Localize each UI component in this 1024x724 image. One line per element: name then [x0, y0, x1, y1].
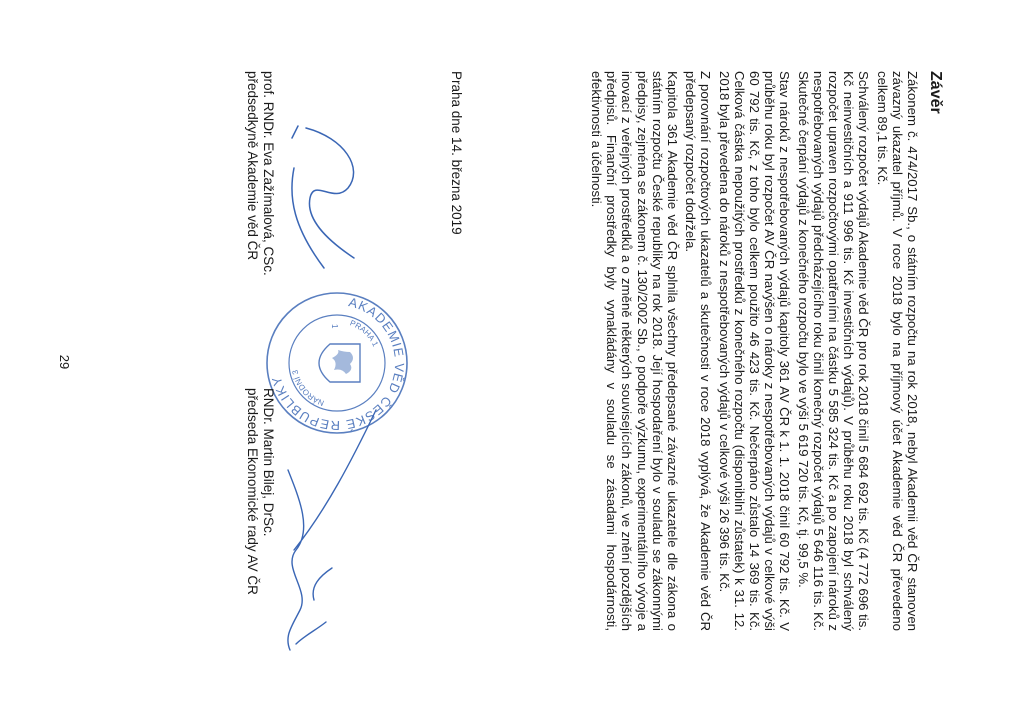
- signature-left-image: [274, 108, 384, 288]
- place-and-date: Praha dne 14. března 2019: [449, 71, 464, 235]
- stamp-outer-text: AKADEMIE VĚD ČESKÉ REPUBLIKY: [268, 294, 408, 434]
- stamp-inner-right-text: NÁRODNÍ 3: [290, 369, 326, 408]
- stamp-number: 1: [330, 324, 339, 329]
- paragraph-claims: Stav nároků z nespotřebovaných výdajů kapitoly 361 AV ČR k 1. 1. 2018 činil 60 792 tis. Kč. V průběhu roku byl rozpočet AV ČR navýšen o nároky z nespotřebovaných výdajů v celkové výši 60 792 tis. Kč, z toho bylo celkem použito 46 423 tis. Kč. Nečerpáno zůstalo 14 369 tis. Kč. Celková částka nepoužitých prostředků z konečného rozpočtu (disponibilní zůstatek) k 31. 12. 2018 byla převedena do nároků z nespotřebovaných výdajů v celkové výši 26 396 tis. Kč.: [716, 71, 793, 631]
- signatory-right: [244, 388, 276, 648]
- paragraph-comparison: Z porovnání rozpočtových ukazatelů a skutečnosti v roce 2018 vyplývá, že Akademie věd ČR předepsaný rozpočet dodržela.: [683, 71, 714, 631]
- document-body: [586, 71, 920, 631]
- signature-right-image: [266, 400, 396, 660]
- stamp-inner-left-text: PRAHA 1: [348, 318, 381, 348]
- paragraph-compliance: Kapitola 361 Akademie věd ČR splnila všechny předepsané závazné ukazatele dle zákona o státním rozpočtu České republiky na rok 2018. Její hospodaření bylo v souladu se zákonnými předpisy, zejména se zákonem č. 130/2002 Sb., o podpoře výzkumu, experimentálního vývoje a inovací z veřejných prostředků a o změně některých souvisejících zákonů, ve znění pozdějších předpisů. Finanční prostředky byly vynakládány v souladu se zásadami hospodárnosti, efektivnosti a účelnosti.: [588, 71, 680, 631]
- paragraph-budget: Schválený rozpočet výdajů Akademie věd ČR pro rok 2018 činil 5 684 692 tis. Kč (4 772 696 tis. Kč neinvestičních a 911 996 tis. Kč investičních výdajů). V průběhu roku 2018 byl schválený rozpočet upraven rozpočtovými opatřeními na částku 5 585 324 tis. Kč a po zapojení nároků z nespotřebovaných výdajů předcházejícího roku činil konečný rozpočet výdajů 5 646 116 tis. Kč. Skutečné čerpání výdajů z konečného rozpočtu bylo ve výši 5 619 720 tis. Kč, tj. 99,5 %.: [795, 71, 872, 631]
- coat-of-arms-icon: [319, 344, 360, 382]
- page-number: 29: [57, 354, 72, 370]
- signatory-left: [244, 71, 276, 331]
- signatory-right-role: předseda Ekonomické rady AV ČR: [245, 388, 260, 595]
- signatory-right-name: RNDr. Martin Bilej, DrSc.: [261, 388, 276, 537]
- signatory-left-name: prof. RNDr. Eva Zažímalová, CSc.: [261, 71, 276, 276]
- paragraph-revenue: Zákonem č. 474/2017 Sb., o státním rozpočtu na rok 2018, nebyl Akademii věd ČR stanoven závazný ukazatel příjmů. V roce 2018 bylo na příjmový účet Akademie věd ČR převedeno celkem 89,1 tis. Kč.: [874, 71, 920, 631]
- signatory-left-role: předsedkyně Akademie věd ČR: [245, 71, 260, 261]
- document-title: Závěr: [927, 71, 944, 114]
